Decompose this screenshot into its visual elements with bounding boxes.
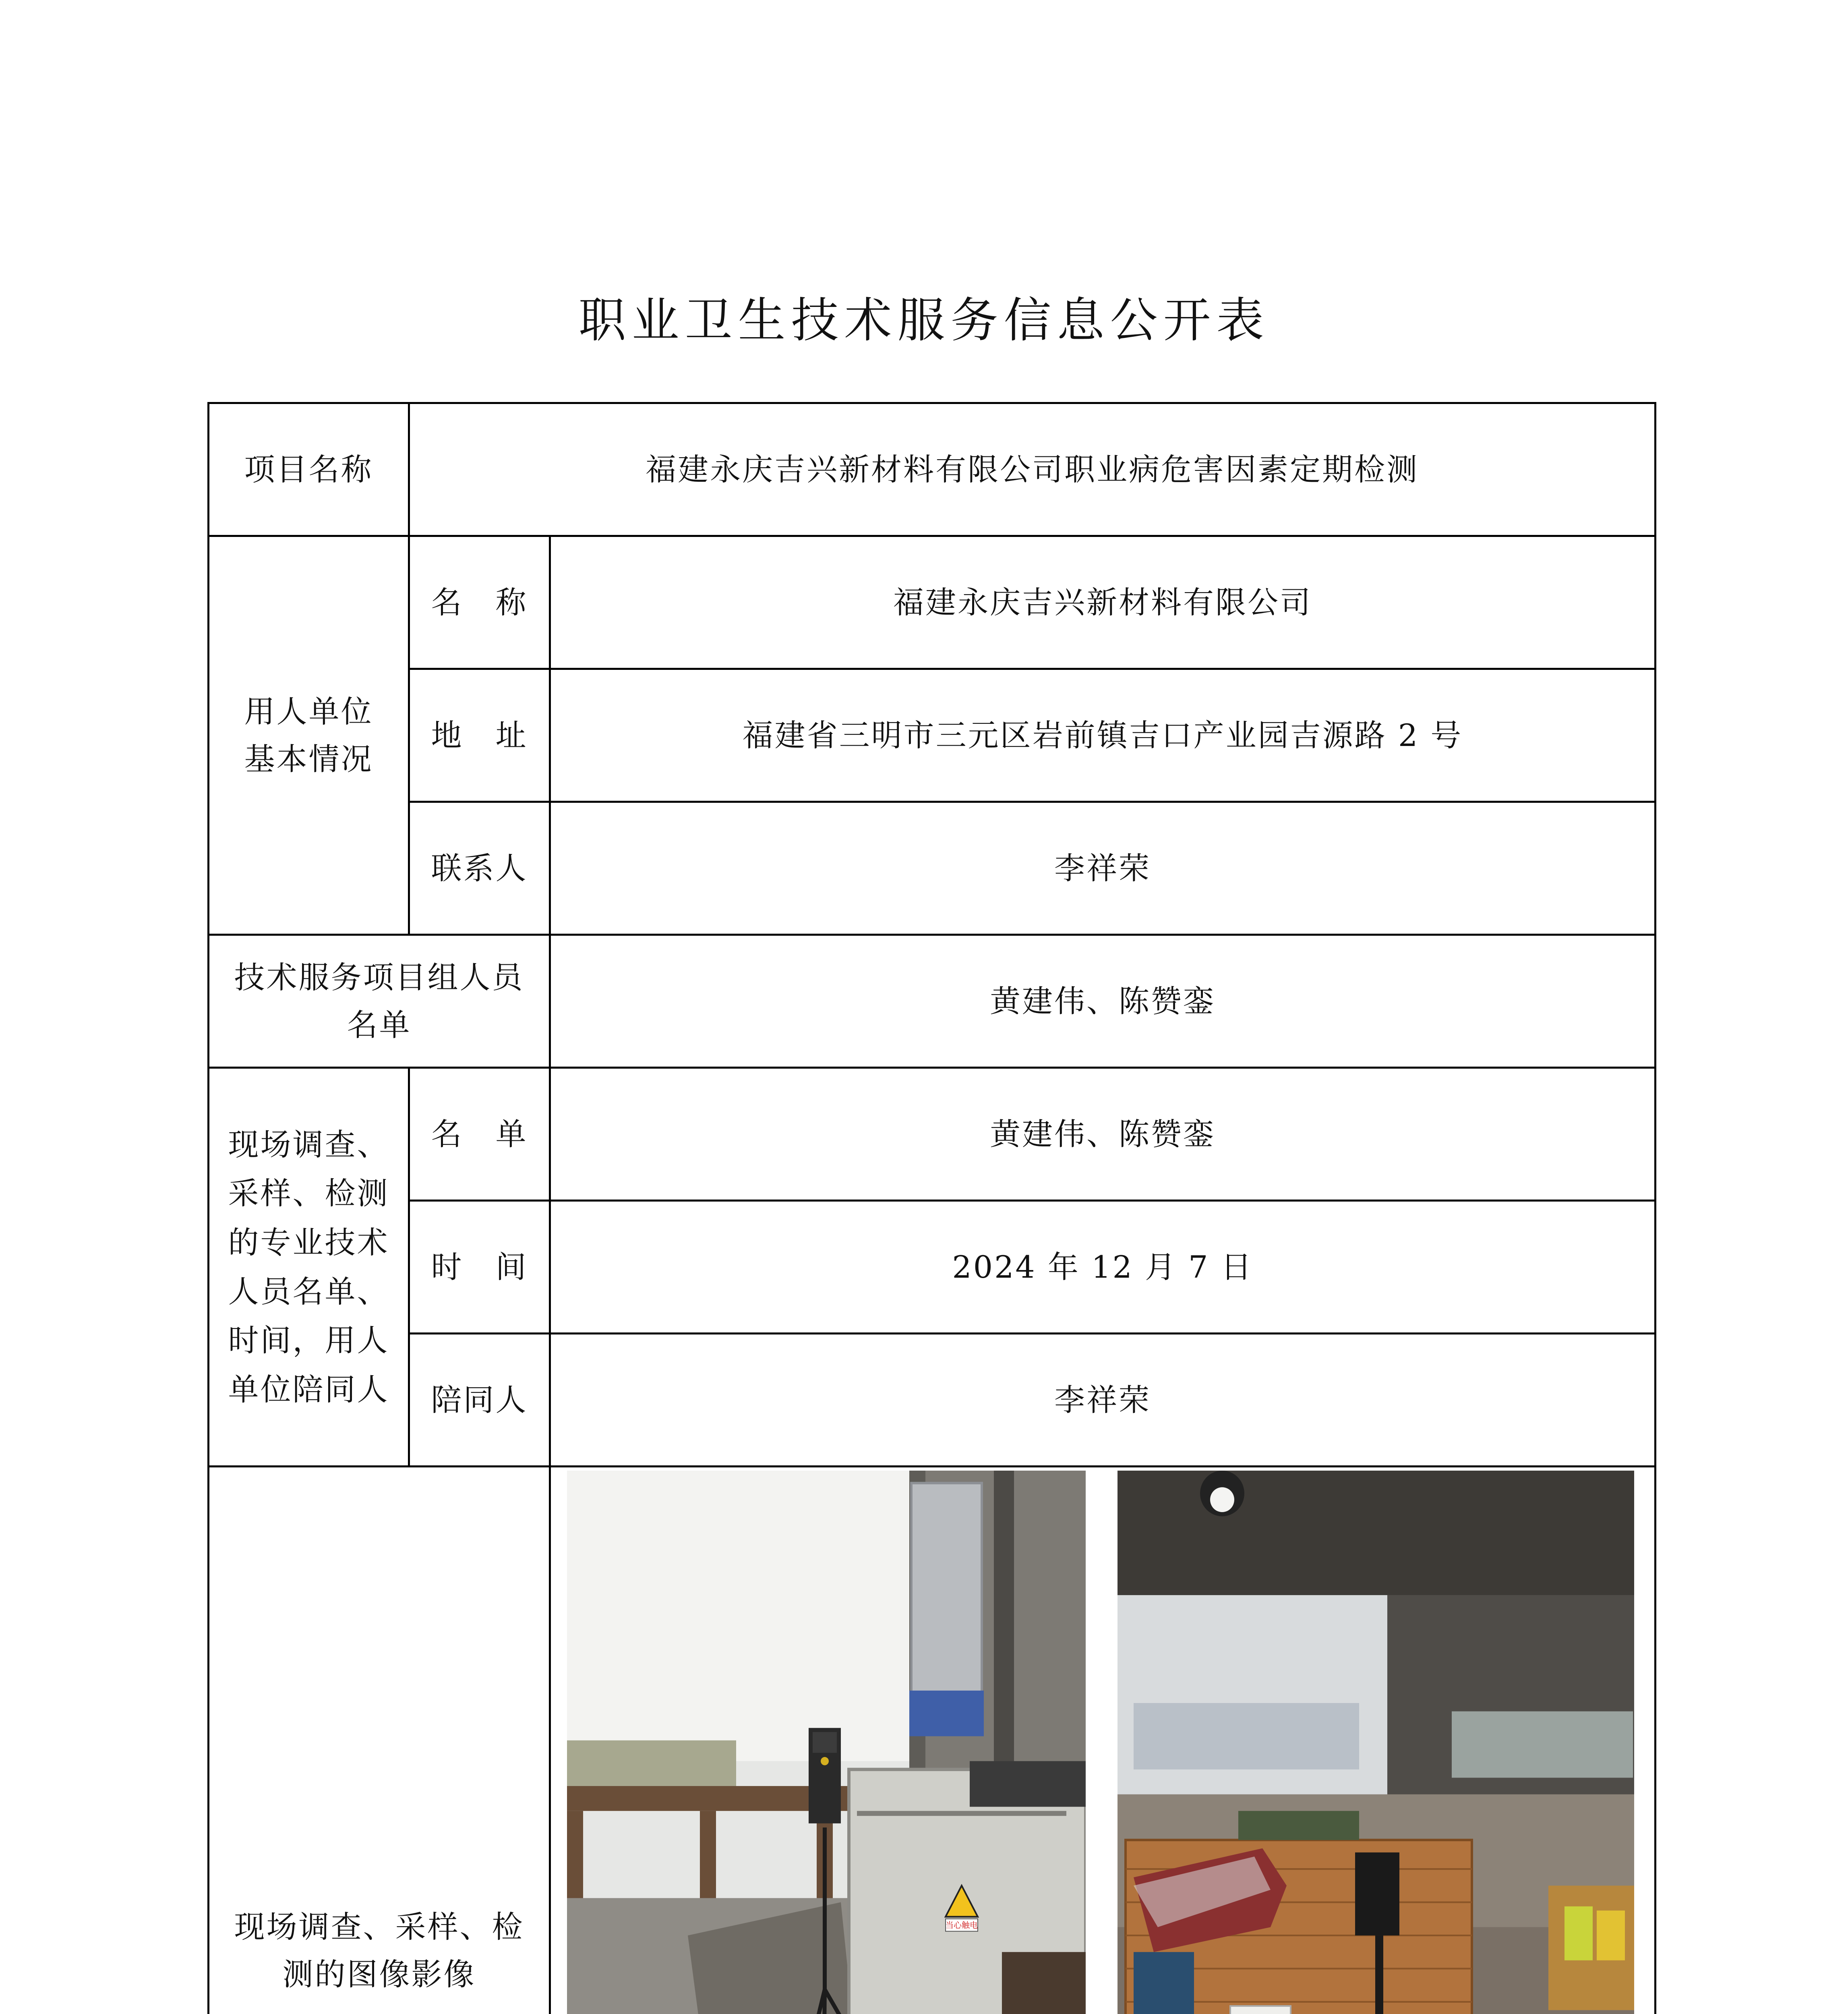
site-label <box>209 1068 409 1467</box>
row-site-time <box>209 1201 1656 1334</box>
site-escort-label: 陪同人 <box>409 1334 550 1467</box>
site-time-value: 2024 年 12 月 7 日 <box>550 1201 1656 1334</box>
site-photo-2-image <box>1117 1471 1634 2014</box>
team-label <box>209 935 550 1068</box>
team-value: 黄建伟、陈赞銮 <box>550 935 1656 1068</box>
project-name-value: 福建永庆吉兴新材料有限公司职业病危害因素定期检测 <box>409 403 1656 536</box>
employer-address-value: 福建省三明市三元区岩前镇吉口产业园吉源路 2 号 <box>550 669 1656 802</box>
employer-contact-label: 联系人 <box>409 802 550 935</box>
employer-label <box>209 536 409 935</box>
row-employer-name <box>209 536 1656 669</box>
row-images <box>209 1467 1656 2014</box>
site-names-label: 名 单 <box>409 1068 550 1201</box>
team-label-text: 技术服务项目组人员名单 <box>234 959 524 1043</box>
employer-contact-value: 李祥荣 <box>550 802 1656 935</box>
site-photo-1-image <box>567 1471 1086 2014</box>
employer-address-label: 地 址 <box>409 669 550 802</box>
row-site-escort <box>209 1334 1656 1467</box>
site-names-value: 黄建伟、陈赞銮 <box>550 1068 1656 1201</box>
row-site-names <box>209 1068 1656 1201</box>
site-label-text: 现场调查、采样、检测的专业技术人员名单、时间，用人单位陪同人 <box>228 1126 389 1407</box>
images-cell <box>550 1467 1656 2014</box>
images-label-text: 现场调查、采样、检测的图像影像 <box>234 1909 524 1992</box>
info-table <box>207 402 1656 2014</box>
employer-name-value: 福建永庆吉兴新材料有限公司 <box>550 536 1656 669</box>
warning-sign-text: 当心触电 <box>946 1920 978 1930</box>
images-label <box>209 1467 550 2014</box>
row-project-name <box>209 403 1656 536</box>
site-escort-value: 李祥荣 <box>550 1334 1656 1467</box>
row-team <box>209 935 1656 1068</box>
site-photo-1 <box>567 1471 1086 2014</box>
employer-label-text: 用人单位基本情况 <box>244 693 373 777</box>
employer-name-label: 名 称 <box>409 536 550 669</box>
row-employer-address <box>209 669 1656 802</box>
row-employer-contact <box>209 802 1656 935</box>
project-name-label: 项目名称 <box>209 403 409 536</box>
page-title: 职业卫生技术服务信息公开表 <box>578 292 1270 348</box>
site-photo-2 <box>1117 1471 1634 2014</box>
site-time-label: 时 间 <box>409 1201 550 1334</box>
